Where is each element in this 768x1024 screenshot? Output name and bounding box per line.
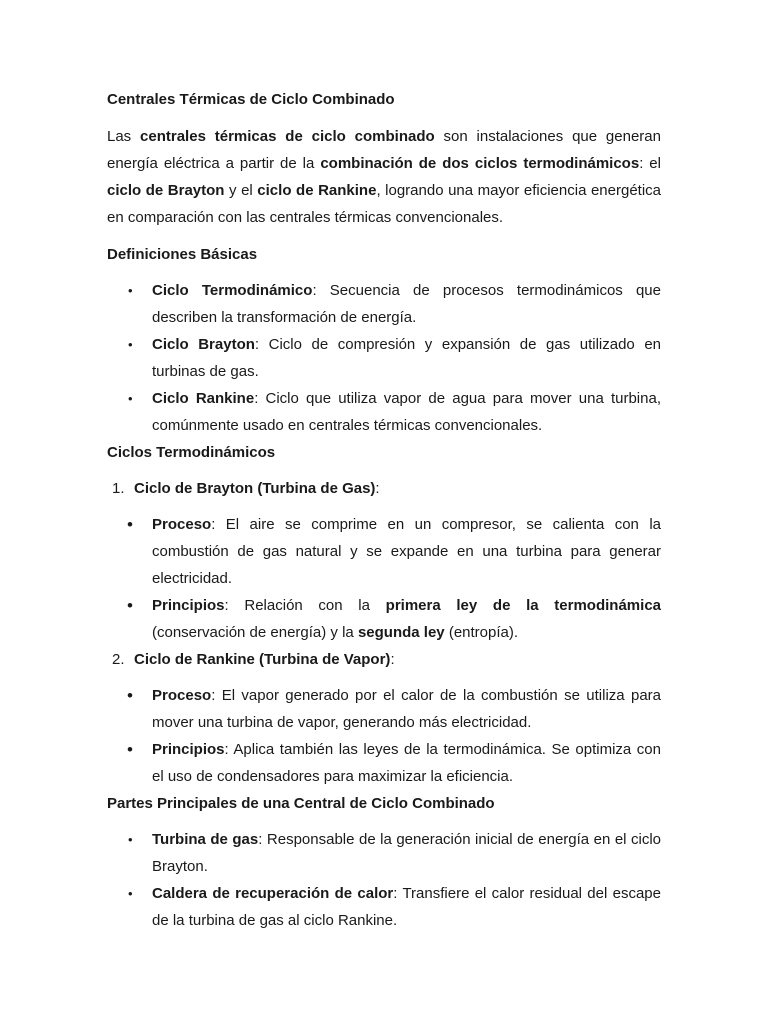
ciclos-heading: Ciclos Termodinámicos: [107, 444, 276, 461]
list-item: [107, 511, 661, 592]
definition: : Transfiere el calor residual del escape de la turbina de gas al ciclo Rankine.: [152, 885, 661, 929]
intro-bold-4: ciclo de Rankine: [257, 182, 377, 199]
definition: : Ciclo que utiliza vapor de agua para mover una turbina, comúnmente usado en centrales térmicas convencionales.: [152, 390, 661, 434]
definiciones-heading: Definiciones Básicas: [107, 246, 258, 263]
term: Proceso: [152, 687, 212, 704]
list-item: [107, 682, 661, 736]
definition: : Aplica también las leyes de la termodinámica. Se optimiza con el uso de condensadores para maximizar la eficiencia.: [152, 741, 661, 785]
text: (entropía).: [444, 624, 519, 641]
definiciones-list: [107, 277, 661, 439]
partes-heading: Partes Principales de una Central de Ciclo Combinado: [107, 795, 495, 812]
term: Ciclo Brayton: [152, 336, 255, 353]
definition: : El vapor generado por el calor de la combustión se utiliza para mover una turbina de vapor, generando más electricidad.: [152, 687, 661, 731]
definition: : Ciclo de compresión y expansión de gas utilizado en turbinas de gas.: [152, 336, 662, 380]
term: Ciclo Rankine: [152, 390, 255, 407]
ciclo-rankine-heading: [107, 646, 661, 673]
document-title: Centrales Térmicas de Ciclo Combinado: [107, 91, 395, 108]
colon: :: [390, 651, 395, 668]
partes-list: [107, 826, 661, 934]
ciclo-title: Ciclo de Rankine (Turbina de Vapor): [134, 651, 391, 668]
ciclo-title: Ciclo de Brayton (Turbina de Gas): [134, 480, 376, 497]
list-item: [107, 277, 661, 331]
colon: :: [375, 480, 380, 497]
definition: : Responsable de la generación inicial de energía en el ciclo Brayton.: [152, 831, 661, 875]
intro-text-1: Las: [107, 128, 141, 145]
bold-text: primera ley de la termodinámica: [385, 597, 661, 614]
definition: : El aire se comprime en un compresor, se calienta con la combustión de gas natural y se expande en una turbina para generar electricidad.: [152, 516, 661, 587]
list-item: [107, 880, 661, 934]
intro-text-3: : el: [639, 155, 661, 172]
list-item: [107, 736, 661, 790]
ciclo-rankine-list: [107, 682, 661, 790]
list-number: 2.: [112, 651, 125, 668]
term: Principios: [152, 597, 225, 614]
intro-text-5: , logrando una mayor eficiencia energética en comparación con las centrales térmicas convencionales.: [107, 182, 662, 226]
intro-bold-1: centrales térmicas de ciclo combinado: [140, 128, 435, 145]
definition: : Secuencia de procesos termodinámicos que describen la transformación de energía.: [152, 282, 661, 326]
list-item: [107, 385, 661, 439]
term: Ciclo Termodinámico: [152, 282, 313, 299]
ciclo-brayton-list: [107, 511, 661, 646]
text: (conservación de energía) y la: [152, 624, 358, 641]
bold-text: segunda ley: [357, 624, 445, 641]
term: Principios: [152, 741, 225, 758]
text: : Relación con la: [224, 597, 386, 614]
list-item: [107, 592, 661, 646]
ciclo-brayton-heading: [107, 475, 661, 502]
list-item: [107, 331, 661, 385]
intro-bold-3: ciclo de Brayton: [107, 182, 225, 199]
intro-text-4: y el: [224, 182, 258, 199]
term: Turbina de gas: [152, 831, 259, 848]
intro-bold-2: combinación de dos ciclos termodinámicos: [320, 155, 640, 172]
document-body: [107, 86, 661, 934]
list-item: [107, 826, 661, 880]
intro-text-2: son instalaciones que generan energía eléctrica a partir de la: [107, 128, 661, 172]
list-number: 1.: [112, 480, 125, 497]
intro-paragraph: [107, 123, 661, 231]
term: Proceso: [152, 516, 212, 533]
term: Caldera de recuperación de calor: [152, 885, 394, 902]
